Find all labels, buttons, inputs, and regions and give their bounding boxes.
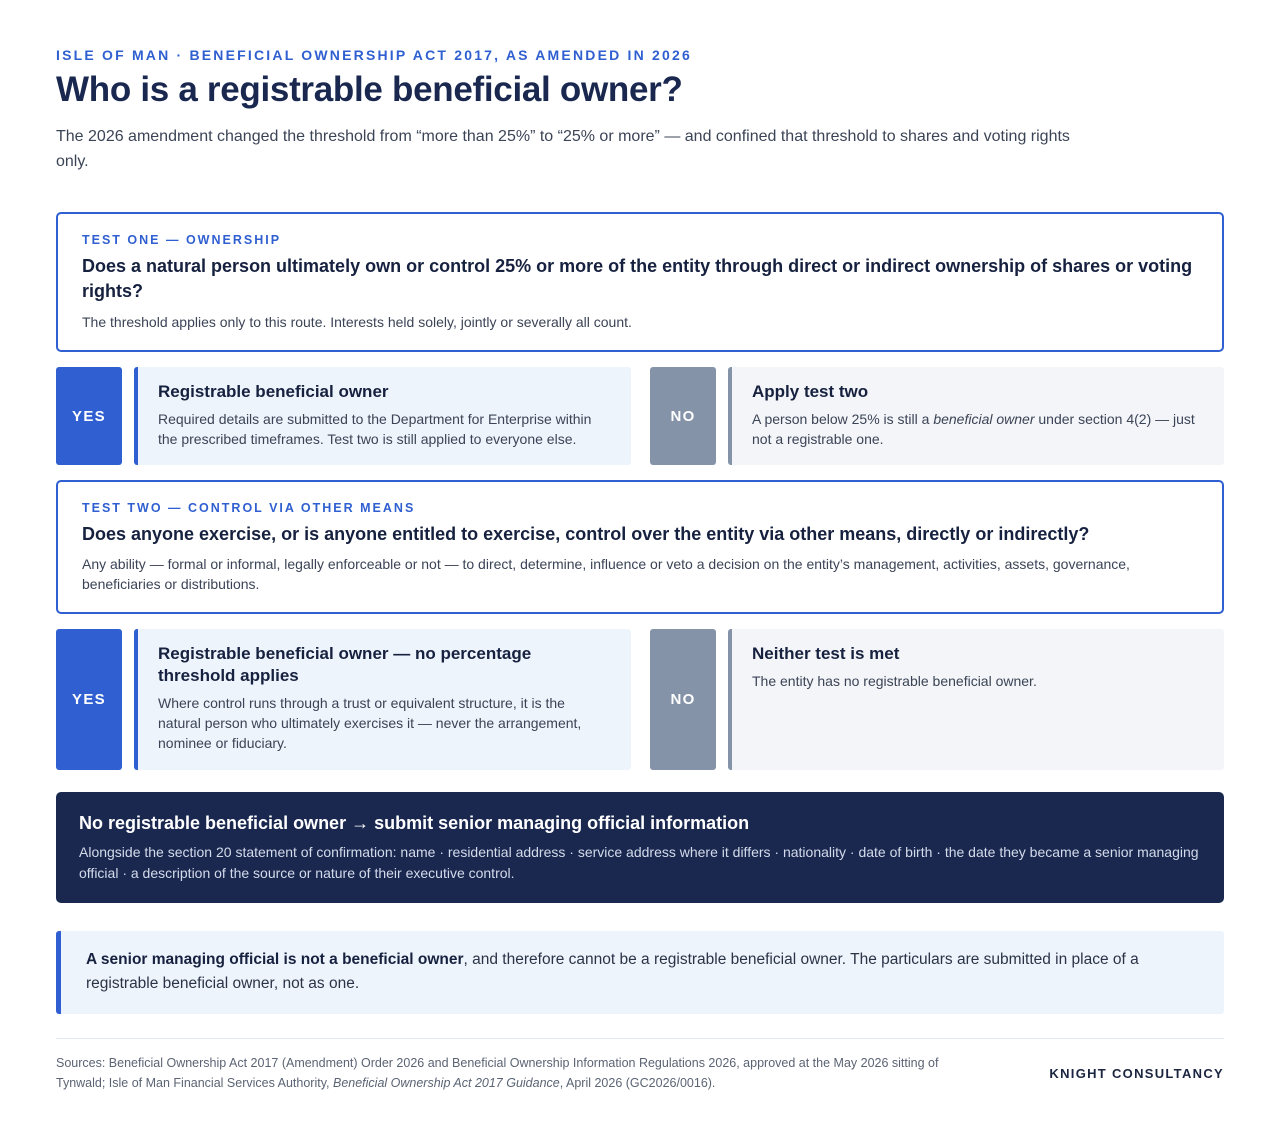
sources-after: , April 2026 (GC2026/0016). [559, 1075, 716, 1090]
brand-name: KNIGHT CONSULTANCY [1049, 1066, 1224, 1081]
page-subtitle: The 2026 amendment changed the threshold from “more than 25%” to “25% or more” — and confined that threshold to shares and voting rights only. [56, 128, 1070, 170]
test-two-box [56, 480, 1224, 614]
test-one-no-body-before: A person below 25% is still a [752, 411, 934, 427]
sources-em: Beneficial Ownership Act 2017 Guidance [332, 1075, 560, 1090]
test-one-no-title: Apply test two [752, 382, 869, 401]
test-two-no-result [728, 629, 1224, 770]
test-one-no-badge: NO [650, 367, 716, 465]
test-two-question: Does anyone exercise, or is anyone entitled to exercise, control over the entity via other means, directly or indirectly? [82, 524, 1090, 544]
footer-divider [56, 1038, 1224, 1039]
test-two-no-body: The entity has no registrable beneficial owner. [752, 673, 1037, 689]
test-one-yes-badge: YES [56, 367, 122, 465]
test-one-yes-result [134, 367, 631, 465]
test-two-yes-badge: YES [56, 629, 122, 770]
test-two-note: Any ability — formal or informal, legally enforceable or not — to direct, determine, influence or veto a decision on the entity’s management, activities, assets, governance, beneficiaries or distributions. [82, 556, 1130, 592]
test-two-label: TEST TWO — CONTROL VIA OTHER MEANS [82, 501, 416, 515]
test-two-no-badge: NO [650, 629, 716, 770]
test-one-note: The threshold applies only to this route. Interests held solely, jointly or severally all count. [82, 314, 632, 330]
eyebrow: ISLE OF MAN · BENEFICIAL OWNERSHIP ACT 2017, AS AMENDED IN 2026 [56, 47, 692, 63]
test-one-yes-body: Required details are submitted to the Department for Enterprise within the prescribed timeframes. Test two is still applied to everyone else. [158, 411, 592, 447]
test-one-no-body-after: under section 4(2) — just not a registrable one. [752, 411, 1195, 447]
test-one-box [56, 212, 1224, 352]
test-two-yes-result [134, 629, 631, 770]
test-one-no-result [728, 367, 1224, 465]
senior-official-body: Alongside the section 20 statement of confirmation: name · residential address · service address where it differs · nationality · date of birth · the date they became a senior managing official · a description of the source or nature of their executive control. [79, 844, 1199, 881]
test-one-yes-title: Registrable beneficial owner [158, 382, 389, 401]
sources-before: Sources: Beneficial Ownership Act 2017 (Amendment) Order 2026 and Beneficial Ownership Information Regulations 2026, approved at the May 2026 sitting of Tynwald; Isle of Man Financial Services Authority, [56, 1056, 939, 1090]
test-one-no-body [752, 409, 1204, 449]
test-two-yes-title: Registrable beneficial owner — no percentage threshold applies [158, 644, 532, 685]
test-one-no-body-em: beneficial owner [933, 411, 1035, 427]
page-title: Who is a registrable beneficial owner? [56, 70, 683, 109]
test-two-no-title: Neither test is met [752, 644, 900, 663]
senior-official-panel [56, 792, 1224, 903]
callout-note [56, 931, 1224, 1014]
test-one-label: TEST ONE — OWNERSHIP [82, 233, 282, 247]
test-two-yes-body: Where control runs through a trust or equivalent structure, it is the natural person who ultimately exercises it — never the arrangement, nominee or fiduciary. [158, 695, 582, 751]
callout-note-rest: , and therefore cannot be a registrable beneficial owner. The particulars are submitted in place of a registrable beneficial owner, not as one. [86, 951, 1139, 992]
test-one-question: Does a natural person ultimately own or control 25% or more of the entity through direct or indirect ownership of shares or voting rights? [82, 256, 1193, 301]
callout-note-strong: A senior managing official is not a beneficial owner [86, 951, 464, 968]
sources [56, 1054, 976, 1093]
senior-official-title: No registrable beneficial owner → submit senior managing official information [79, 813, 750, 833]
